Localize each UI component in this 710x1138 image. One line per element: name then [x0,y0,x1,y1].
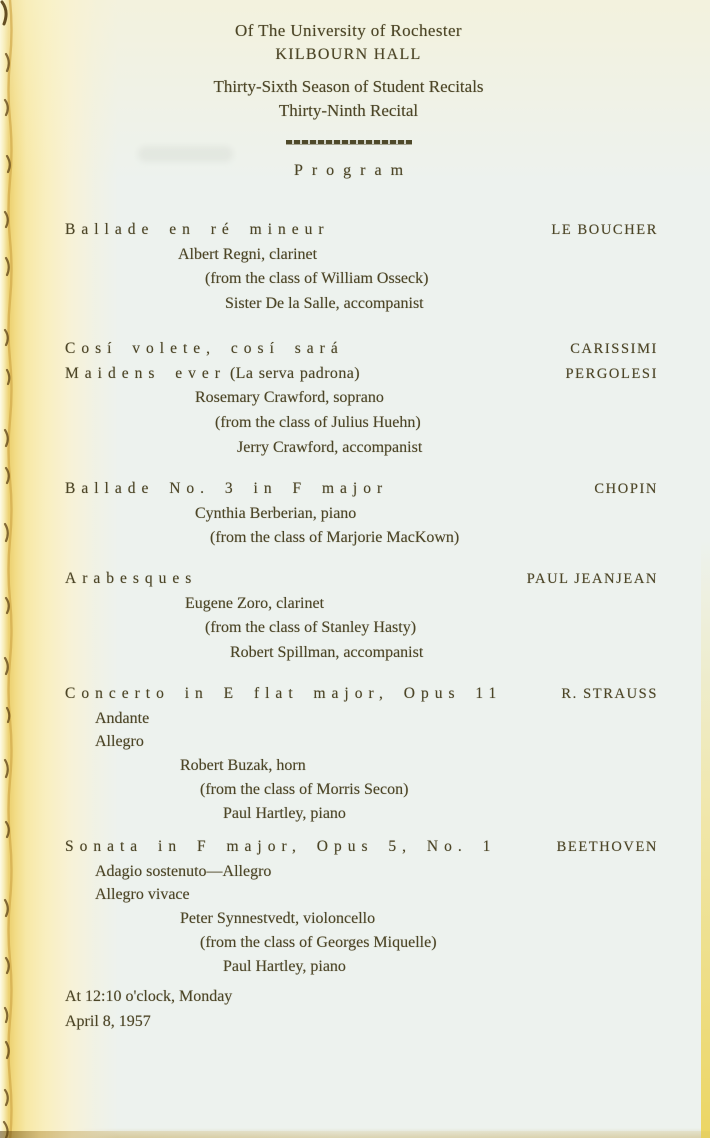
entry-title: Arabesques [65,570,198,587]
entry-composer: LE BOUCHER [551,222,658,238]
entry-performer: Cynthia Berberian, piano [195,504,357,522]
entry-title: Cosí volete, cosí sará [65,340,344,357]
program-entry [65,218,658,317]
entry-movement: Andante [95,709,150,727]
footer-date: April 8, 1957 [65,1012,151,1030]
entry-composer: PAUL JEANJEAN [526,571,658,587]
entry-class: (from the class of Marjorie MacKown) [210,529,460,547]
entry-movement: Allegro vivace [95,886,190,904]
entry-performer: Eugene Zoro, clarinet [185,594,325,612]
entry-accompanist: Paul Hartley, piano [223,957,346,975]
entry-title: Ballade No. 3 in F major [65,480,389,497]
presenter-line: Of The University of Rochester [235,21,462,40]
divider-rule [286,140,412,144]
entry-accompanist: Paul Hartley, piano [223,804,346,822]
program-entry [65,567,658,666]
entry-title: Ballade en ré mineur [65,221,330,238]
entry-title-detail: (La serva padrona) [229,364,360,382]
entry-accompanist: Sister De la Salle, accompanist [225,295,424,313]
entry-performer: Peter Synnestvedt, violoncello [180,910,376,928]
page-deckle-edge-decoration [0,0,40,1138]
entry-title-spaced: Maidens ever [65,364,226,382]
program-footer [65,985,658,1034]
program-entry [65,477,658,551]
bottom-page-shadow [0,1131,710,1138]
entry-composer: BEETHOVEN [556,839,658,855]
hall-name: KILBOURN HALL [275,46,422,63]
entry-class: (from the class of William Osseck) [205,270,429,288]
entry-class: (from the class of Stanley Hasty) [205,619,417,637]
right-page-edge [701,540,710,1138]
entry-composer: CHOPIN [594,481,658,497]
entry-class: (from the class of Morris Secon) [200,780,409,798]
entry-movement: Adagio sostenuto—Allegro [95,862,272,880]
entry-class: (from the class of Julius Huehn) [215,414,421,432]
program-entry [65,337,658,461]
season-line: Thirty-Sixth Season of Student Recitals [213,77,484,96]
entry-title: Concerto in E flat major, Opus 11 [65,685,503,702]
entry-performer: Robert Buzak, horn [180,757,306,775]
entry-performer: Rosemary Crawford, soprano [195,389,384,407]
entry-title [65,362,360,387]
recital-number-line: Thirty-Ninth Recital [278,101,419,120]
program-entry [65,682,658,825]
footer-time: At 12:10 o'clock, Monday [65,988,233,1005]
program-heading: Program [293,162,413,179]
entry-movement: Allegro [95,733,144,751]
entry-class: (from the class of Georges Miquelle) [200,933,437,951]
entry-accompanist: Jerry Crawford, accompanist [237,438,423,456]
entry-composer: R. STRAUSS [561,686,658,702]
entry-accompanist: Robert Spillman, accompanist [230,644,424,662]
entry-composer: CARISSIMI [570,341,658,357]
entry-performer: Albert Regni, clarinet [178,245,318,263]
entry-composer: PERGOLESI [565,365,658,382]
program-entry [65,835,658,978]
entry-title: Sonata in F major, Opus 5, No. 1 [65,838,497,855]
program-header [52,20,645,182]
